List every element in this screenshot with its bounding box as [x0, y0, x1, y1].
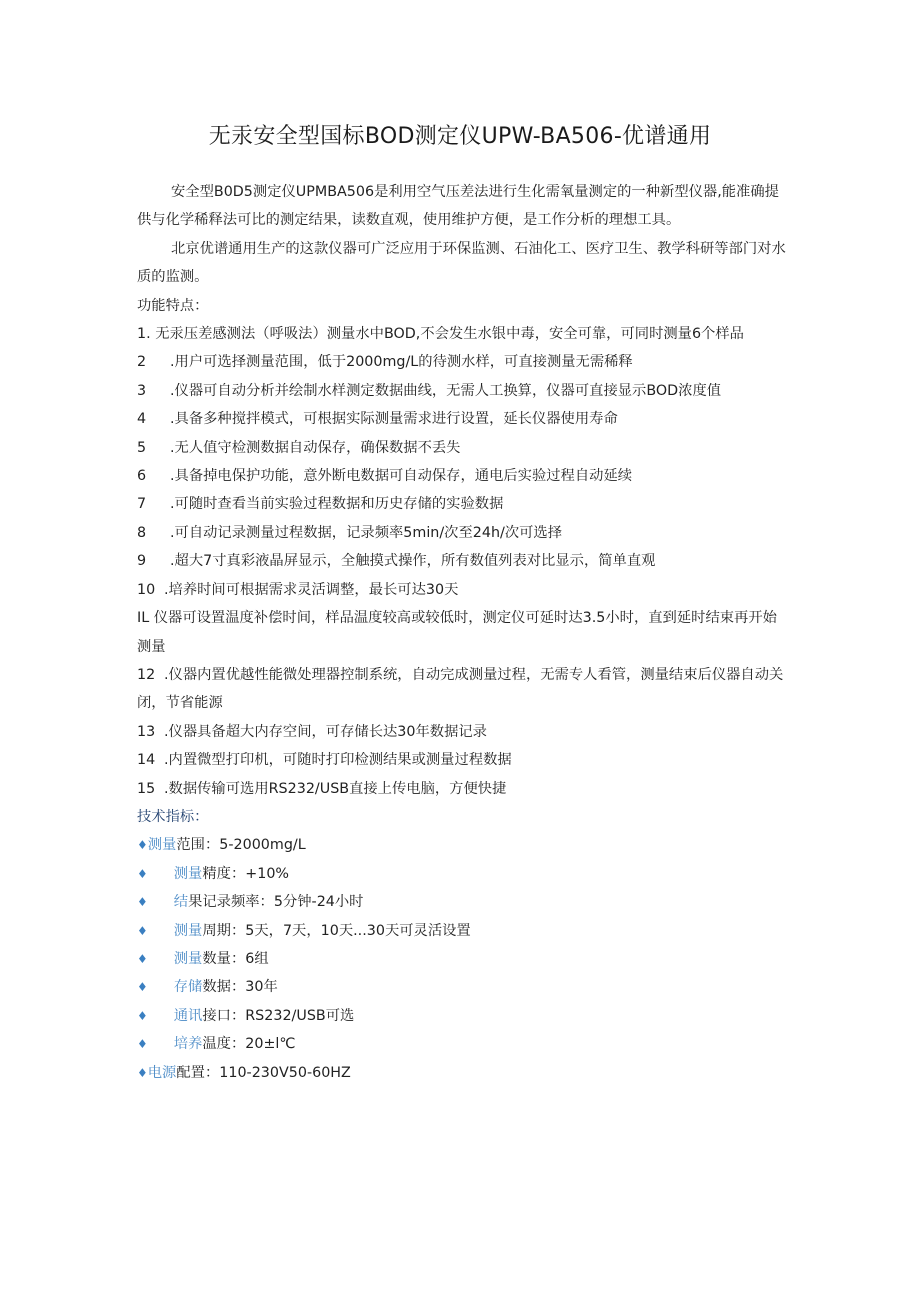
specs-list — [137, 831, 787, 1087]
diamond-bullet-icon: ♦ — [137, 1065, 148, 1080]
spec-value: 接口：RS232∕USB可选 — [202, 1007, 355, 1024]
spec-item — [137, 888, 787, 916]
spec-item — [137, 1002, 787, 1030]
feature-number: 2 — [137, 354, 147, 371]
spec-item — [137, 945, 787, 973]
spec-key: 通讯 — [173, 1007, 203, 1024]
feature-text: .无人值守检测数据自动保存，确保数据不丢失 — [170, 439, 461, 456]
feature-number: 9 — [137, 553, 147, 570]
diamond-bullet-icon: ♦ — [137, 980, 148, 995]
feature-text: .具备掉电保护功能，意外断电数据可自动保存，通电后实验过程自动延续 — [170, 468, 633, 485]
feature-number: 10 — [137, 581, 156, 598]
feature-text: .用户可选择测量范围，低于2000mg∕L的待测水样，可直接测量无需稀释 — [170, 354, 633, 371]
spec-item — [137, 860, 787, 888]
feature-item — [137, 519, 787, 547]
feature-number: 15 — [137, 780, 156, 797]
feature-number: IL — [137, 610, 150, 627]
feature-text: .仪器具备超大内存空间，可存储长达30年数据记录 — [164, 723, 487, 740]
feature-number: 5 — [137, 439, 147, 456]
feature-text: .超大7寸真彩液晶屏显示，全触摸式操作，所有数值列表对比显示，简单直观 — [170, 553, 656, 570]
feature-number: 14 — [137, 752, 156, 769]
feature-item — [137, 718, 787, 746]
spec-item — [137, 1059, 787, 1087]
diamond-bullet-icon: ♦ — [137, 1037, 148, 1052]
feature-text: .仪器内置优越性能微处理器控制系统，自动完成测量过程，无需专人看管，测量结束后仪器自动关闭，节省能源 — [137, 666, 784, 712]
document-body — [137, 178, 787, 1087]
spec-value: 精度：+10% — [202, 865, 290, 882]
feature-item — [137, 377, 787, 405]
spec-item — [137, 973, 787, 1001]
spec-key: 测量 — [147, 837, 177, 854]
spec-item — [137, 917, 787, 945]
spec-value: 果记录频率：5分钟-24小时 — [188, 894, 364, 911]
diamond-bullet-icon: ♦ — [137, 895, 148, 910]
spec-key: 存储 — [173, 979, 203, 996]
feature-number: 12 — [137, 666, 156, 683]
diamond-bullet-icon: ♦ — [137, 838, 148, 853]
features-list — [137, 320, 787, 803]
feature-text: .仪器可自动分析并绘制水样测定数据曲线，无需人工换算，仪器可直接显示BOD浓度值 — [170, 382, 722, 399]
specs-heading: 技术指标： — [137, 808, 209, 825]
diamond-bullet-icon: ♦ — [137, 951, 148, 966]
feature-item — [137, 661, 787, 718]
spec-value: 数据：30年 — [202, 979, 278, 996]
spec-value: 温度：20±l℃ — [202, 1036, 296, 1053]
feature-item — [137, 490, 787, 518]
spec-key: 电源 — [147, 1064, 177, 1081]
features-heading: 功能特点： — [137, 297, 209, 314]
feature-item — [137, 775, 787, 803]
feature-text: .数据传输可选用RS232/USB直接上传电脑，方便快捷 — [164, 780, 507, 797]
feature-number: 1. — [137, 326, 151, 343]
feature-item — [137, 434, 787, 462]
feature-item — [137, 348, 787, 376]
spec-key: 测量 — [173, 922, 203, 939]
feature-number: 3 — [137, 382, 147, 399]
spec-key: 结 — [173, 894, 189, 911]
feature-item — [137, 576, 787, 604]
feature-text: .具备多种搅拌模式，可根据实际测量需求进行设置，延长仪器使用寿命 — [170, 411, 618, 428]
feature-number: 13 — [137, 723, 156, 740]
feature-item — [137, 746, 787, 774]
feature-text: 仪器可设置温度补偿时间，样品温度较高或较低时，测定仪可延时达3.5小时，直到延时结束再开始测量 — [137, 610, 777, 655]
feature-item — [137, 405, 787, 433]
intro-paragraph-2: 北京优谱通用生产的这款仪器可广泛应用于环保监测、石油化工、医疗卫生、教学科研等部门对水质的监测。 — [137, 240, 786, 286]
spec-item — [137, 831, 787, 859]
spec-key: 测量 — [173, 950, 203, 967]
spec-value: 数量：6组 — [202, 950, 269, 967]
feature-text: .可自动记录测量过程数据，记录频率5min∕次至24h∕次可选择 — [170, 524, 563, 541]
feature-item — [137, 320, 787, 348]
feature-text: .培养时间可根据需求灵活调整，最长可达30天 — [164, 581, 459, 598]
feature-text: .可随时查看当前实验过程数据和历史存储的实验数据 — [170, 496, 504, 513]
diamond-bullet-icon: ♦ — [137, 923, 148, 938]
spec-value: 配置：110-230V50-60HZ — [176, 1064, 351, 1081]
diamond-bullet-icon: ♦ — [137, 866, 148, 881]
feature-item — [137, 547, 787, 575]
spec-value: 范围：5-2000mg∕L — [176, 837, 306, 854]
intro-paragraph-1: 安全型B0D5测定仪UPMBA506是利用空气压差法进行生化需氧量测定的一种新型仪器,能准确提供与化学稀释法可比的测定结果，读数直观，使用维护方便，是工作分析的理想工具。 — [137, 184, 779, 229]
spec-key: 培养 — [173, 1036, 203, 1053]
feature-number: 7 — [137, 496, 147, 513]
feature-text: .内置微型打印机，可随时打印检测结果或测量过程数据 — [164, 752, 512, 769]
spec-value: 周期：5天，7天，10天...30天可灵活设置 — [202, 922, 471, 939]
feature-number: 6 — [137, 468, 147, 485]
diamond-bullet-icon: ♦ — [137, 1008, 148, 1023]
feature-item — [137, 462, 787, 490]
spec-item — [137, 1030, 787, 1058]
feature-number: 8 — [137, 524, 147, 541]
spec-key: 测量 — [173, 865, 203, 882]
document-title: 无汞安全型国标BOD测定仪UPW-BA506-优谱通用 — [208, 124, 712, 149]
feature-number: 4 — [137, 411, 147, 428]
feature-item — [137, 604, 787, 661]
feature-text: 无汞压差感测法（呼吸法）测量水中BOD,不会发生水银中毒，安全可靠，可同时测量6个样品 — [155, 326, 744, 343]
